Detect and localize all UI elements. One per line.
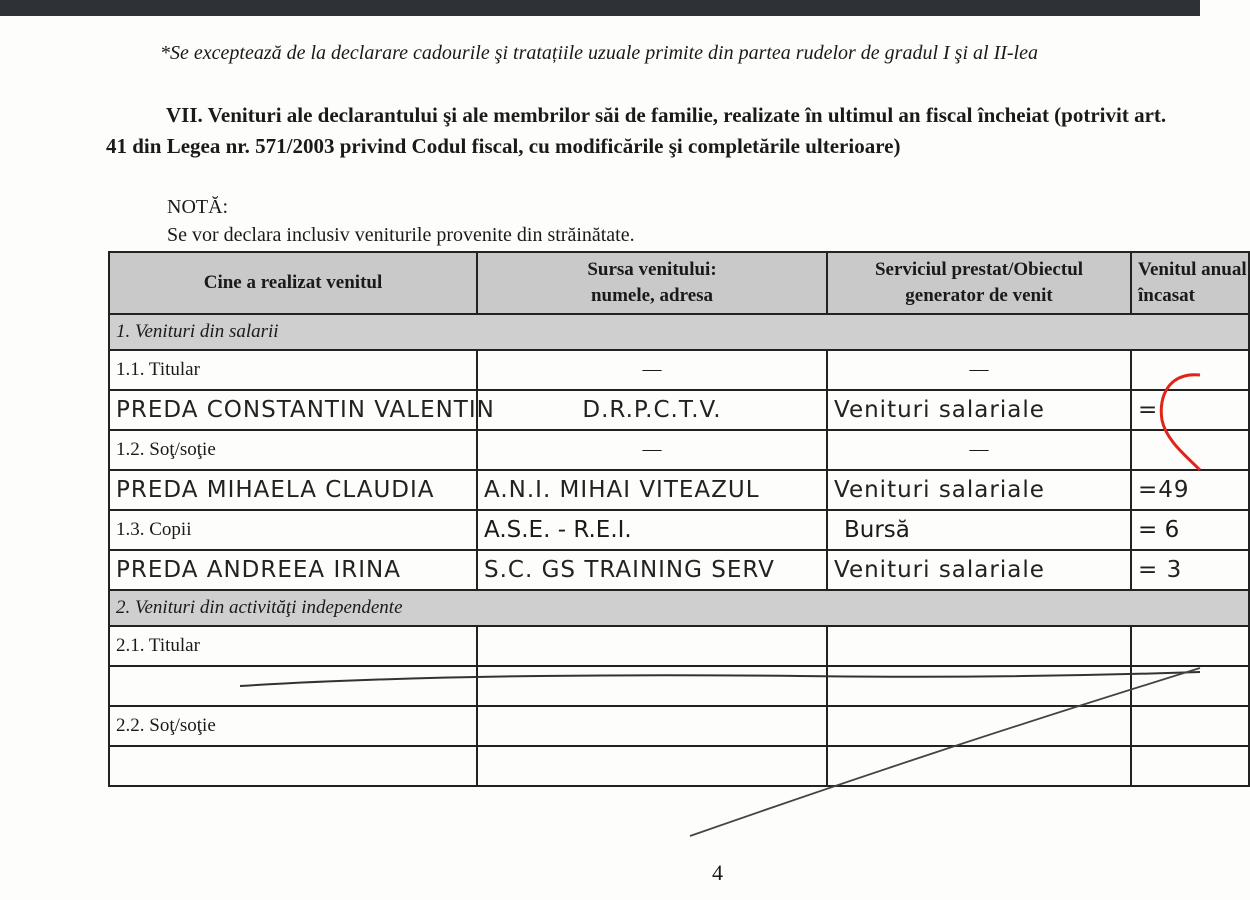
section-heading (106, 100, 1166, 162)
row-label-spouse: 1.2. Soţ/soţie (109, 430, 477, 470)
row-label-children: 1.3. Copii (109, 510, 477, 550)
handwritten-amount: = 6 (1131, 510, 1249, 550)
table-row (109, 706, 1249, 746)
heading-line-1: VII. Venituri ale declarantului şi ale membrilor săi de familie, realizate în ultimul an fiscal încheiat (potrivit art. (166, 103, 1167, 127)
page-number: 4 (712, 860, 723, 885)
dash-mark: — (827, 430, 1131, 470)
handwritten-service: Venituri salariale (827, 390, 1131, 430)
income-table (108, 251, 1250, 787)
table-row (109, 510, 1249, 550)
dash-mark: — (827, 350, 1131, 390)
handwritten-source: D.R.P.C.T.V. (477, 390, 827, 430)
section-label-independent: 2. Venituri din activităţi independente (109, 590, 1249, 626)
handwritten-service: Bursă (827, 510, 1131, 550)
table-header-row (109, 252, 1249, 314)
header-who: Cine a realizat venitul (109, 252, 477, 314)
note-title: NOTĂ: (167, 196, 229, 218)
handwritten-source: S.C. GS TRAINING SERV (477, 550, 827, 590)
table-row (109, 470, 1249, 510)
handwritten-name: PREDA ANDREEA IRINA (109, 550, 477, 590)
handwritten-amount: =49 (1131, 470, 1249, 510)
section-label-salaries: 1. Venituri din salarii (109, 314, 1249, 350)
row-label-spouse-2: 2.2. Soţ/soţie (109, 706, 477, 746)
handwritten-source: A.N.I. MIHAI VITEAZUL (477, 470, 827, 510)
handwritten-source: A.S.E. - R.E.I. (477, 510, 827, 550)
header-amount: Venitul anual încasat (1131, 252, 1249, 314)
handwritten-amount: = (1131, 390, 1249, 430)
header-service: Serviciul prestat/Obiectul generator de venit (827, 252, 1131, 314)
section-row-independent (109, 590, 1249, 626)
heading-line-2: 41 din Legea nr. 571/2003 privind Codul fiscal, cu modificările şi completările ulterioare) (106, 134, 901, 158)
table-row (109, 626, 1249, 666)
note-text: Se vor declara inclusiv veniturile provenite din străinătate. (167, 224, 635, 246)
handwritten-name: PREDA MIHAELA CLAUDIA (109, 470, 477, 510)
row-label-titular-2: 2.1. Titular (109, 626, 477, 666)
header-source: Sursa venitului: numele, adresa (477, 252, 827, 314)
table-row (109, 430, 1249, 470)
handwritten-service: Venituri salariale (827, 470, 1131, 510)
dash-mark: — (477, 350, 827, 390)
handwritten-name: PREDA CONSTANTIN VALENTIN (109, 390, 477, 430)
table-row (109, 666, 1249, 706)
table-row (109, 550, 1249, 590)
handwritten-service: Venituri salariale (827, 550, 1131, 590)
viewer-top-bar (0, 0, 1200, 16)
dash-mark: — (477, 430, 827, 470)
table-row (109, 350, 1249, 390)
row-label-titular: 1.1. Titular (109, 350, 477, 390)
table-row (109, 746, 1249, 786)
footnote: *Se exceptează de la declarare cadourile şi tratațiile uzuale primite din partea rudelor de gradul I şi al II-lea (160, 42, 1038, 64)
handwritten-amount: = 3 (1131, 550, 1249, 590)
table-row (109, 390, 1249, 430)
section-row-salaries (109, 314, 1249, 350)
